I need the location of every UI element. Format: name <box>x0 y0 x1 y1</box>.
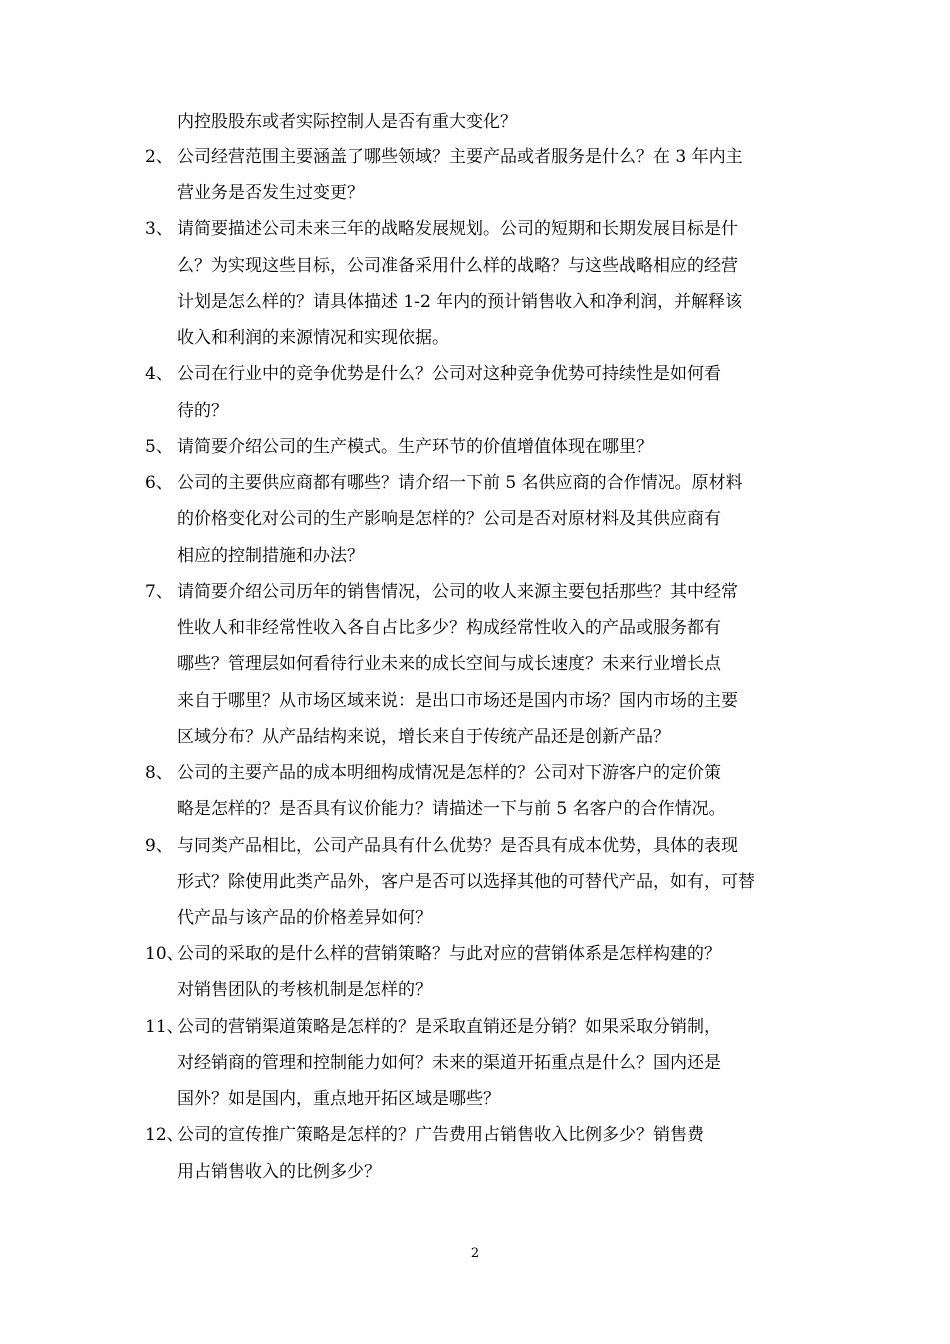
question-text-line: 待的？ <box>177 401 228 421</box>
question-number: 6、 <box>145 473 173 493</box>
question-text-line: 相应的控制措施和办法？ <box>177 546 364 566</box>
question-text-line: 内控股股东或者实际控制人是否有重大变化？ <box>177 112 517 132</box>
question-text-line: 请简要介绍公司的生产模式。生产环节的价值增值体现在哪里？ <box>177 437 653 457</box>
question-text-line: 对经销商的管理和控制能力如何？未来的渠道开拓重点是什么？国内还是 <box>177 1053 721 1073</box>
question-text-line: 计划是怎么样的？请具体描述 1-2 年内的预计销售收入和净利润，并解释该 <box>177 292 743 312</box>
question-number: 12、 <box>145 1125 184 1145</box>
question-text-line: 公司的主要产品的成本明细构成情况是怎样的？公司对下游客户的定价策 <box>177 763 721 783</box>
question-text-line: 代产品与该产品的价格差异如何？ <box>177 908 432 928</box>
question-number: 4、 <box>145 364 173 384</box>
question-text-line: 请简要介绍公司历年的销售情况，公司的收人来源主要包括那些？其中经常 <box>177 582 738 602</box>
question-number: 10、 <box>145 944 184 964</box>
question-text-line: 公司的主要供应商都有哪些？请介绍一下前 5 名供应商的合作情况。原材料 <box>177 473 743 493</box>
question-text-line: 营业务是否发生过变更？ <box>177 183 364 203</box>
question-text-line: 公司的宣传推广策略是怎样的？广告费用占销售收入比例多少？销售费 <box>177 1125 704 1145</box>
question-text-line: 公司的营销渠道策略是怎样的？是采取直销还是分销？如果采取分销制， <box>177 1017 721 1037</box>
question-text-line: 与同类产品相比，公司产品具有什么优势？是否具有成本优势，具体的表现 <box>177 836 738 856</box>
question-text-line: 公司经营范围主要涵盖了哪些领域？主要产品或者服务是什么？在 3 年内主 <box>177 147 743 167</box>
question-text-line: 来自于哪里？从市场区域来说：是出口市场还是国内市场？国内市场的主要 <box>177 691 738 711</box>
question-number: 11、 <box>145 1017 184 1037</box>
question-number: 3、 <box>145 219 173 239</box>
question-text-line: 的价格变化对公司的生产影响是怎样的？公司是否对原材料及其供应商有 <box>177 509 721 529</box>
page-number: 2 <box>470 1246 480 1261</box>
question-text-line: 对销售团队的考核机制是怎样的？ <box>177 980 432 1000</box>
question-number: 9、 <box>145 836 173 856</box>
question-number: 5、 <box>145 437 173 457</box>
question-text-line: 性收人和非经常性收入各自占比多少？构成经常性收入的产品或服务都有 <box>177 618 721 638</box>
question-number: 8、 <box>145 763 173 783</box>
question-text-line: 公司的采取的是什么样的营销策略？与此对应的营销体系是怎样构建的？ <box>177 944 721 964</box>
question-text-line: 形式？除使用此类产品外，客户是否可以选择其他的可替代产品，如有，可替 <box>177 872 755 892</box>
question-text-line: 哪些？管理层如何看待行业未来的成长空间与成长速度？未来行业增长点 <box>177 654 721 674</box>
question-number: 7、 <box>145 582 173 602</box>
question-text-line: 公司在行业中的竞争优势是什么？公司对这种竞争优势可持续性是如何看 <box>177 364 721 384</box>
question-text-line: 么？为实现这些目标，公司准备采用什么样的战略？与这些战略相应的经营 <box>177 256 738 276</box>
question-text-line: 用占销售收入的比例多少？ <box>177 1162 381 1182</box>
question-text-line: 请简要描述公司未来三年的战略发展规划。公司的短期和长期发展目标是什 <box>177 219 738 239</box>
question-number: 2、 <box>145 147 173 167</box>
question-text-line: 略是怎样的？是否具有议价能力？请描述一下与前 5 名客户的合作情况。 <box>177 799 726 819</box>
question-text-line: 收入和利润的来源情况和实现依据。 <box>177 328 449 348</box>
question-text-line: 区域分布？从产品结构来说，增长来自于传统产品还是创新产品？ <box>177 727 670 747</box>
question-text-line: 国外？如是国内，重点地开拓区域是哪些？ <box>177 1089 500 1109</box>
